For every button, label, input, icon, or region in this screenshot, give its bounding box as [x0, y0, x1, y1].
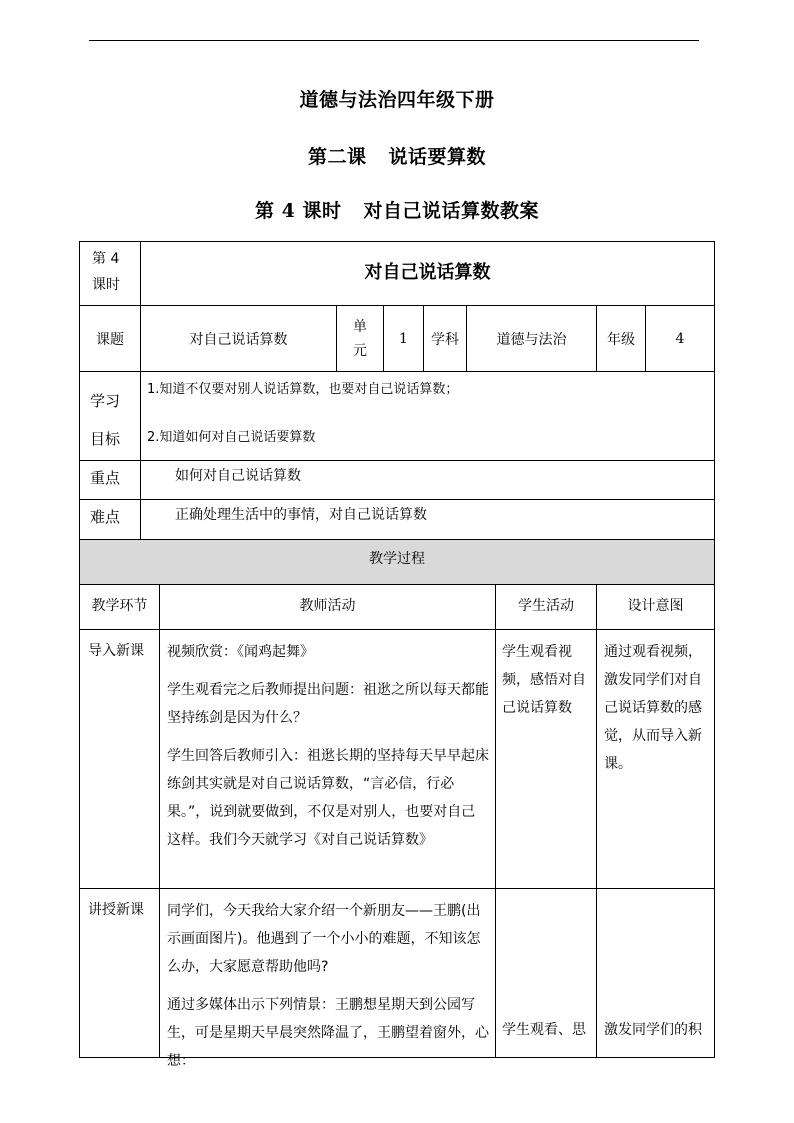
- process-title-row: [80, 540, 715, 585]
- goals-label-line-2: 目标: [90, 430, 121, 448]
- process-title: 教学过程: [80, 540, 715, 585]
- lesson-name: 说话要算数: [388, 146, 487, 168]
- topic-label: 课题: [80, 306, 141, 372]
- goals-cell: [141, 372, 715, 461]
- info-row-key: [80, 461, 715, 500]
- teaching-process-table: [79, 539, 715, 1069]
- col-header-teacher: 教师活动: [160, 585, 496, 630]
- difficulty-label: 难点: [80, 500, 141, 540]
- unit-label-cell: [337, 306, 384, 372]
- grade-label: 年级: [597, 306, 646, 372]
- period-number: 第 4 课时: [255, 200, 342, 222]
- teacher-paragraph: 学生观看完之后教师提出问题：祖逖之所以每天都能坚持练剑是因为什么？: [167, 682, 489, 726]
- teacher-paragraph: 视频欣赏：《闻鸡起舞》: [167, 644, 314, 660]
- design-intent-cell: 激发同学们的积: [597, 889, 715, 1058]
- stage-cell: 讲授新课: [80, 889, 160, 1058]
- subject-value: 道德与法治: [467, 306, 597, 372]
- goals-label-cell: [80, 372, 141, 461]
- process-row-intro: [80, 630, 715, 889]
- header-rule: [89, 40, 699, 41]
- lesson-title: [0, 142, 794, 169]
- stage-cell: 导入新课: [80, 630, 160, 889]
- period-label-cell: [80, 242, 141, 306]
- student-activity-cell: 学生观看、思: [496, 889, 597, 1058]
- info-row-goals: [80, 372, 715, 461]
- teacher-paragraph: 通过多媒体出示下列情景：王鹏想星期天到公园写生，可是星期天早晨突然降温了，王鹏望着窗外，心想：: [167, 997, 489, 1069]
- period-title: [0, 196, 794, 223]
- col-header-design: 设计意图: [597, 585, 715, 630]
- info-row-topic: [80, 306, 715, 372]
- grade-value: 4: [646, 306, 715, 372]
- book-title: 道德与法治四年级下册: [299, 89, 495, 111]
- teacher-paragraph: 同学们，今天我给大家介绍一个新朋友——王鹏(出示画面图片)。他遇到了一个小小的难题，不知该怎么办，大家愿意帮助他吗?: [167, 903, 481, 975]
- teacher-activity-cell: [160, 630, 496, 889]
- teacher-paragraph: 学生回答后教师引入：祖逖长期的坚持每天早早起床练剑其实就是对自己说话算数，“言必信，行必果。”，说到就要做到，不仅是对别人，也要对自己这样。我们今天就学习《对自己说话算数》: [167, 748, 489, 848]
- student-activity-cell: 学生观看视频，感悟对自己说话算数: [496, 630, 597, 889]
- subject-label: 学科: [424, 306, 467, 372]
- period-name: 对自己说话算数教案: [363, 200, 539, 222]
- topic-value: 对自己说话算数: [141, 306, 337, 372]
- design-intent-cell: 通过观看视频，激发同学们对自己说话算数的感觉，从而导入新课。: [597, 630, 715, 889]
- process-row-new-lesson: [80, 889, 715, 1058]
- unit-label: 单元: [353, 318, 367, 359]
- info-row-title: [80, 242, 715, 306]
- col-header-student: 学生活动: [496, 585, 597, 630]
- teacher-activity-cell: [160, 889, 496, 1069]
- main-title: 对自己说话算数: [141, 242, 715, 306]
- lesson-info-table: [79, 241, 715, 540]
- unit-value: 1: [384, 306, 424, 372]
- key-value: 如何对自己说话算数: [141, 461, 715, 500]
- col-header-stage: 教学环节: [80, 585, 160, 630]
- key-label: 重点: [80, 461, 141, 500]
- process-header-row: [80, 585, 715, 630]
- goal-item-1: 1.知道不仅要对别人说话算数，也要对自己说话算数；: [147, 382, 459, 397]
- goal-item-2: 2.知道如何对自己说话要算数: [147, 430, 316, 445]
- difficulty-value: 正确处理生活中的事情，对自己说话算数: [141, 500, 715, 540]
- goals-label-line-1: 学习: [90, 392, 121, 410]
- period-label: 第 4 课时: [92, 251, 120, 293]
- info-row-difficulty: [80, 500, 715, 540]
- lesson-number: 第二课: [307, 146, 367, 168]
